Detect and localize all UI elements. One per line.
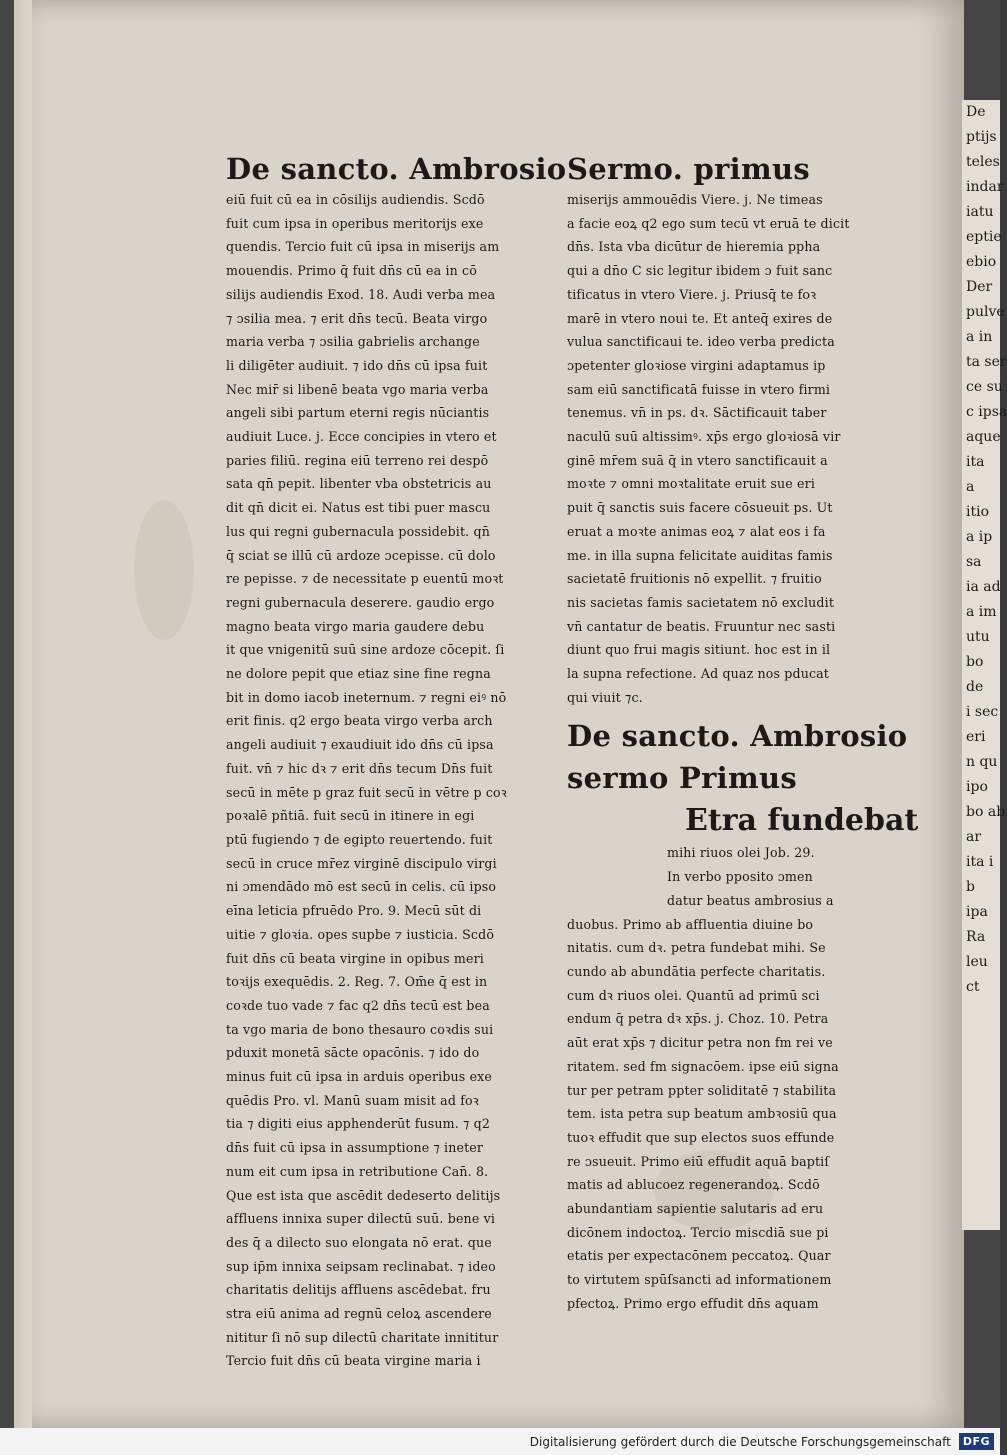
text-line: diunt quo frui magis sitiunt. hoc est in il <box>567 642 831 658</box>
facing-page-line: ar <box>966 829 982 845</box>
right-column-heading: Sermo. primus <box>567 152 810 186</box>
text-line: moꝛte ⁊ omni moꝛtalitate eruit sue eri <box>567 476 815 492</box>
text-line: endum q̄ petra dꝛ xp̄s. j. Choz. 10. Petra <box>567 1011 829 1027</box>
text-line: audiuit Luce. j. Ecce concipies in vtero et <box>226 429 497 445</box>
text-line: ritatem. sed fm signacōem. ipse eiū signa <box>567 1058 839 1074</box>
facing-page <box>962 100 1007 1230</box>
text-line: ta vgo maria de bono thesauro coꝛdis sui <box>226 1021 494 1037</box>
facing-page-line: utu <box>966 629 990 645</box>
text-line: secū in mēte p graz fuit secū in vētre p coꝛ <box>226 784 507 800</box>
section-heading-subtitle: sermo Primus <box>567 761 797 796</box>
facing-page-line: iatu <box>966 204 994 220</box>
text-line: affluens innixa super dilectū suū. bene vi <box>226 1211 496 1227</box>
text-line: tia ⁊ digiti eius apphenderūt fusum. ⁊ q2 <box>226 1116 490 1132</box>
text-line: poꝛalē pñtiā. fuit secū in itinere in egi <box>226 808 475 824</box>
text-line: abundantiam sapientie salutaris ad eru <box>567 1201 824 1217</box>
text-line: ni ɔmendādo mō est secū in celis. cū ipso <box>226 879 497 895</box>
facing-page-line: a <box>966 479 975 495</box>
text-line: paries filiū. regina eiū terreno rei despō <box>226 452 489 468</box>
text-line: toꝛijs exequēdis. 2. Reg. 7. Om̄e q̄ est in <box>226 974 488 990</box>
text-line: maria verba ⁊ ɔsilia gabrielis archange <box>226 334 480 350</box>
text-line: fuit cum ipsa in operibus meritorijs exe <box>226 215 484 231</box>
text-line: tem. ista petra sup beatum ambꝛosiū qua <box>567 1106 837 1122</box>
text-line: ptū fugiendo ⁊ de egipto reuertendo. fuit <box>226 831 493 847</box>
text-line: eruat a moꝛte animas eoꝝ ⁊ alat eos i fa <box>567 523 826 539</box>
text-line: ne dolore pepit que etiaz sine fine regna <box>226 666 491 682</box>
text-line: sata qn̄ pepit. libenter vba obstetricis au <box>226 476 492 492</box>
text-line: dicōnem indoctoꝝ. Tercio miscdiā sue pi <box>567 1224 829 1240</box>
text-line: erit finis. q2 ergo beata virgo verba arch <box>226 713 493 729</box>
facing-page-line: ia ad <box>966 579 1001 595</box>
footer-credit-text: Digitalisierung gefördert durch die Deutsche Forschungsgemeinschaft <box>529 1434 951 1449</box>
text-line: vn̄ cantatur de beatis. Fruuntur nec sasti <box>567 618 836 634</box>
facing-page-line: indar <box>966 179 1004 195</box>
facing-page-line: ptijs <box>966 129 997 145</box>
text-line: qui a dn̄o C sic legitur ibidem ɔ fuit sanc <box>567 263 833 279</box>
text-line: mouendis. Primo q̄ fuit dn̄s cū ea in cō <box>226 263 477 279</box>
text-line: li diligēter audiuit. ⁊ ido dn̄s cū ipsa fuit <box>226 357 488 373</box>
text-line: naculū suū altissimꝰ. xp̄s ergo gloꝛiosā vir <box>567 429 841 445</box>
text-line: dn̄s. Ista vba dicūtur de hieremia ppha <box>567 239 821 255</box>
text-line: dit qn̄ dicit ei. Natus est tibi puer mascu <box>226 500 491 516</box>
incipit-initial-line: Etra fundebat <box>685 803 919 839</box>
text-line: angeli audiuit ⁊ exaudiuit ido dn̄s cū ipsa <box>226 737 494 753</box>
text-line: re ɔsueuit. Primo eiū effudit aquā baptiſ <box>567 1153 830 1169</box>
facing-page-line: c ipsa <box>966 404 1007 420</box>
text-line: tur per petram ppter soliditatē ⁊ stabilita <box>567 1082 837 1098</box>
dfg-logo: DFG <box>959 1433 994 1450</box>
facing-page-line: n qu <box>966 754 998 770</box>
text-line: miserijs ammouēdis Viere. j. Ne timeas <box>567 192 823 207</box>
text-line: fuit dn̄s cū beata virgine in opibus meri <box>226 950 484 966</box>
facing-page-line: b <box>966 879 975 895</box>
text-line: uitie ⁊ gloꝛia. opes supbe ⁊ iusticia. Scdō <box>226 926 495 942</box>
facing-page-line: eptie <box>966 229 1002 245</box>
text-line: magno beata virgo maria gaudere debu <box>226 618 485 634</box>
left-column-text <box>226 188 551 1373</box>
facing-page-line: itio <box>966 504 990 520</box>
text-line: re pepisse. ⁊ de necessitate p euentū moꝛt <box>226 571 504 587</box>
text-line: a facie eoꝝ q2 ego sum tecū vt eruā te dicit <box>567 215 850 231</box>
text-line: Que est ista que ascēdit dedeserto delitijs <box>226 1187 501 1203</box>
section-heading <box>567 715 908 799</box>
text-line: cum dꝛ riuos olei. Quantū ad primū sci <box>567 987 820 1003</box>
facing-page-line: Der <box>966 279 993 295</box>
facing-page-line: ta ser <box>966 354 1007 370</box>
facing-page-line: a in <box>966 329 993 345</box>
facing-page-line: ipa <box>966 904 988 920</box>
page-gutter-edge <box>14 0 32 1428</box>
right-column-text <box>567 188 887 709</box>
text-line: duobus. Primo ab affluentia diuine bo <box>567 916 814 932</box>
text-line: eīna leticia pfruēdo Pro. 9. Mecū sūt di <box>226 903 482 919</box>
text-line: q̄ sciat se illū cū ardoze ɔcepisse. cū dolo <box>226 547 496 563</box>
left-column-heading: De sancto. Ambrosio <box>226 152 567 186</box>
text-line: fuit. vn̄ ⁊ hic dꝛ ⁊ erit dn̄s tecum Dn̄s fuit <box>226 760 493 776</box>
facing-page-line: a ip <box>966 529 993 545</box>
text-line: silijs audiendis Exod. 18. Audi verba mea <box>226 286 496 302</box>
text-line: aūt erat xp̄s ⁊ dicitur petra non fm rei ve <box>567 1035 833 1051</box>
text-line: vulua sanctificaui te. ideo verba predicta <box>567 334 835 350</box>
facing-page-line: teles <box>966 154 1000 170</box>
facing-page-text <box>962 100 1007 1000</box>
text-line: regni gubernacula deserere. gaudio ergo <box>226 594 495 610</box>
facing-page-line: aque <box>966 429 1001 445</box>
text-line: etatis per expectacōnem peccatoꝝ. Quar <box>567 1248 831 1264</box>
left-column <box>226 150 567 1373</box>
facing-page-line: ebio <box>966 254 997 270</box>
text-line: tenemus. vn̄ in ps. dꝛ. Sāctificauit taber <box>567 405 827 421</box>
text-line: coꝛde tuo vade ⁊ fac q2 dn̄s tecū est bea <box>226 997 490 1013</box>
text-line: qui viuit ⁊c. <box>567 689 643 705</box>
text-line: datur beatus ambrosius a <box>667 892 834 908</box>
section-heading-title: De sancto. Ambrosio <box>567 719 908 754</box>
text-line: Tercio fuit dn̄s cū beata virgine maria i <box>226 1353 481 1369</box>
paper-stain <box>134 500 194 640</box>
facing-page-line: ct <box>966 979 980 995</box>
text-line: pfectoꝝ. Primo ergo effudit dn̄s aquam <box>567 1295 819 1311</box>
right-column-text-continued <box>567 841 887 1315</box>
facing-page-line: sa <box>966 554 982 570</box>
text-line: marē in vtero noui te. Et anteq̄ exires de <box>567 310 833 326</box>
text-line: la supna refectione. Ad quaz nos pducat <box>567 666 830 682</box>
text-line: ⁊ ɔsilia mea. ⁊ erit dn̄s tecū. Beata virgo <box>226 310 488 326</box>
text-line: charitatis delitijs affluens ascēdebat. fru <box>226 1282 491 1298</box>
text-line: ɔpetenter gloꝛiose virgini adaptamus ip <box>567 357 826 373</box>
text-line: lus qui regni gubernacula possidebit. qn̄ <box>226 523 490 539</box>
text-line: tificatus in vtero Viere. j. Priusq̄ te foꝛ <box>567 286 817 302</box>
text-line: puit q̄ sanctis suis facere cōsueuit ps. Ut <box>567 500 833 516</box>
facing-page-line: ipo <box>966 779 988 795</box>
text-line: nis sacietas famis sacietatem nō excludit <box>567 594 835 610</box>
facing-page-line: pulve <box>966 304 1005 320</box>
text-line: minus fuit cū ipsa in arduis operibus exe <box>226 1069 493 1085</box>
text-line: Nec mir̄ si libenē beata vgo maria verba <box>226 381 489 397</box>
text-line: quēdis Pro. vl. Manū suam misit ad foꝛ <box>226 1092 479 1108</box>
text-line: mihi riuos olei Job. 29. <box>667 845 815 861</box>
text-line: quendis. Tercio fuit cū ipsa in miserijs am <box>226 239 500 255</box>
facing-page-line: bo ab <box>966 804 1006 820</box>
facing-page-line: a im <box>966 604 997 620</box>
text-line: stra eiū anima ad regnū celoꝝ ascendere <box>226 1306 492 1322</box>
footer-bar <box>0 1428 1000 1455</box>
text-line: ginē mr̄em suā q̄ in vtero sanctificauit a <box>567 452 828 468</box>
text-line: matis ad ablucoez regenerandoꝝ. Scdō <box>567 1177 820 1193</box>
facing-page-line: i sec <box>966 704 999 720</box>
text-line: nitatis. cum dꝛ. petra fundebat mihi. Se <box>567 940 826 956</box>
text-line: dn̄s fuit cū ipsa in assumptione ⁊ ineter <box>226 1140 484 1156</box>
facing-page-line: De <box>966 104 986 120</box>
right-column <box>567 150 919 1316</box>
text-line: tuoꝛ effudit que sup electos suos effunde <box>567 1129 835 1145</box>
facing-page-line: ita <box>966 454 985 470</box>
text-line: nititur ſi nō sup dilectū charitate innititur <box>226 1329 499 1345</box>
text-line: sam eiū sanctificatā fuisse in vtero firmi <box>567 381 831 397</box>
text-line: sup ip̄m innixa seipsam reclinabat. ⁊ ideo <box>226 1258 496 1274</box>
text-line: sacietatē fruitionis nō expellit. ⁊ fruitio <box>567 571 822 587</box>
text-line: pduxit monetā sācte opacōnis. ⁊ ido do <box>226 1045 480 1061</box>
text-line: eiū fuit cū ea in cōsilijs audiendis. Scdō <box>226 192 485 207</box>
facing-page-line: bo <box>966 654 984 670</box>
text-line: angeli sibi partum eterni regis nūciantis <box>226 405 490 421</box>
facing-page-line: de <box>966 679 984 695</box>
text-line: it que vnigenitū suū sine ardoze cōcepit. ſi <box>226 642 505 658</box>
text-line: to virtutem spūſsancti ad informationem <box>567 1272 832 1288</box>
facing-page-line: ce su <box>966 379 1003 395</box>
text-line: cundo ab abundātia perfecte charitatis. <box>567 963 826 979</box>
text-line: des q̄ a dilecto suo elongata nō erat. que <box>226 1234 492 1250</box>
text-line: bit in domo iacob ineternum. ⁊ regni eiꝰ nō <box>226 689 507 705</box>
facing-page-line: eri <box>966 729 986 745</box>
text-line: secū in cruce mr̄ez virginē discipulo virgi <box>226 855 497 871</box>
text-line: In verbo pposito ɔmen <box>667 869 813 885</box>
facing-page-line: ita i <box>966 854 994 870</box>
facing-page-line: leu <box>966 954 988 970</box>
text-line: me. in illa supna felicitate auiditas famis <box>567 547 833 563</box>
text-line: num eit cum ipsa in retributione Can̄. 8. <box>226 1163 489 1179</box>
facing-page-line: Ra <box>966 929 986 945</box>
